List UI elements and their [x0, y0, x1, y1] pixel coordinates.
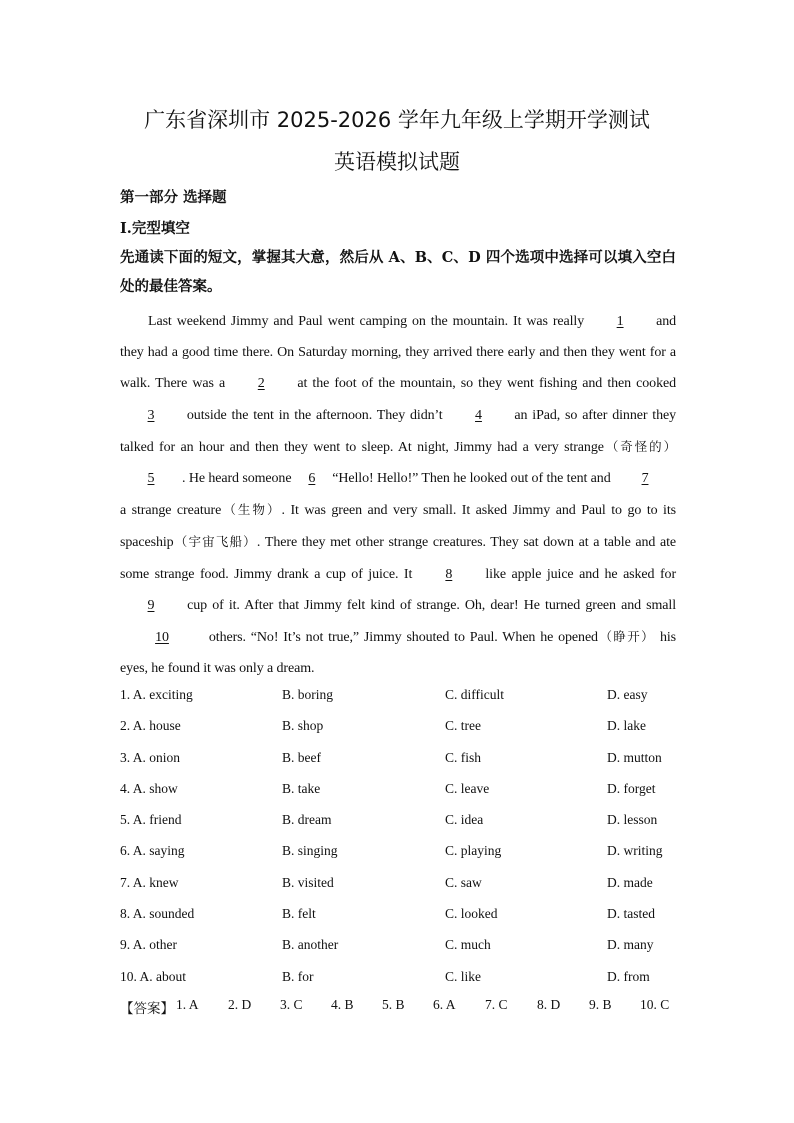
option-choice: 10. A. about: [120, 968, 186, 984]
passage-text: outside the tent in the afternoon. They didn’t: [182, 407, 448, 423]
answer-item: 7. C: [485, 997, 508, 1012]
option-choice: D. forget: [607, 780, 656, 796]
answer-item: 9. B: [589, 997, 612, 1012]
section-heading: I.完型填空: [120, 220, 190, 237]
option-choice: C. much: [445, 937, 491, 953]
passage-text: at the foot of the mountain, so they went fishing and then cooked: [292, 376, 676, 392]
option-choice: C. leave: [445, 780, 490, 796]
option-choice: 8. A. sounded: [120, 906, 195, 922]
option-choice: C. like: [445, 968, 481, 984]
answer-item: 2. D: [228, 997, 252, 1012]
option-row: [120, 712, 680, 743]
blank-1: 1: [616, 314, 624, 329]
option-row: [120, 806, 680, 837]
answer-key-label: 【答案】: [120, 1001, 174, 1016]
passage-text: like apple juice and he asked for: [479, 566, 677, 582]
option-choice: D. writing: [607, 843, 663, 859]
option-choice: B. take: [282, 780, 321, 796]
option-row: [120, 931, 680, 962]
option-choice: D. lake: [607, 718, 646, 734]
option-choice: D. many: [607, 937, 654, 953]
passage-text: and they had a good time there. On Saturday morning, they arrived there early and then they went for a walk. There was a: [120, 314, 676, 392]
option-choice: 9. A. other: [120, 937, 177, 953]
gloss-strange: （奇怪的）: [603, 438, 676, 454]
option-choice: D. mutton: [607, 749, 662, 765]
blank-2: 2: [257, 376, 265, 392]
instruction-text: 先通读下面的短文，掌握其大意，然后从 A、B、C、D 四个选项中选择可以填入空白处的最佳答案。: [120, 249, 676, 295]
answer-item: 3. C: [280, 997, 303, 1012]
part-heading: 第一部分 选择题: [120, 189, 227, 206]
passage-text: a strange creature: [120, 503, 222, 519]
gloss-open: （睁开）: [597, 629, 656, 645]
option-choice: 3. A. onion: [120, 749, 181, 765]
option-choice: C. fish: [445, 749, 482, 765]
answer-item: 1. A: [176, 997, 199, 1012]
page-title: 广东省深圳市 2025-2026 学年九年级上学期开学测试: [144, 108, 650, 132]
option-choice: B. another: [282, 937, 339, 953]
option-row: [120, 963, 680, 994]
option-choice: B. singing: [282, 843, 338, 859]
option-row: [120, 681, 680, 712]
option-choice: 1. A. exciting: [120, 687, 193, 702]
option-choice: D. tasted: [607, 906, 655, 922]
blank-10: 10: [155, 630, 169, 646]
passage-text: . There they met other strange creatures. They sat down at a table and ate some strange food. Jimmy drank a cup of juice. It: [120, 535, 676, 582]
answer-item: 6. A: [433, 997, 456, 1012]
answer-item: 4. B: [331, 997, 354, 1012]
answer-item: 5. B: [382, 997, 405, 1012]
passage-text: Last weekend Jimmy and Paul went camping on the mountain. It was really: [148, 314, 590, 329]
passage-text: his eyes, he found it was only a dream.: [120, 630, 676, 677]
blank-7: 7: [641, 471, 649, 487]
passage-text: “Hello! Hello!” Then he looked out of the tent and: [328, 471, 615, 487]
option-choice: C. idea: [445, 812, 484, 828]
option-choice: 4. A. show: [120, 780, 178, 796]
passage-text: cup of it. After that Jimmy felt kind of strange. Oh, dear! He turned green and small: [182, 597, 676, 613]
passage-text: . He heard someone: [182, 471, 295, 487]
option-choice: D. easy: [607, 687, 648, 702]
option-choice: C. saw: [445, 874, 482, 890]
option-row: [120, 775, 680, 806]
passage-text: an iPad, so after dinner they talked for an hour and then they went to sleep. At night, Jimmy had a very strange: [120, 407, 676, 455]
answer-item: 8. D: [537, 997, 561, 1012]
passage-text: . It was green and very small. It asked Jimmy and Paul to go to its spaceship: [120, 503, 676, 551]
reading-passage: [120, 306, 676, 684]
option-choice: B. shop: [282, 718, 324, 734]
blank-5: 5: [147, 471, 155, 487]
option-choice: B. boring: [282, 687, 334, 702]
option-choice: B. dream: [282, 812, 332, 828]
option-row: [120, 837, 680, 868]
page-subtitle: 英语模拟试题: [334, 150, 460, 174]
option-choice: C. playing: [445, 843, 502, 859]
option-choice: B. beef: [282, 749, 321, 765]
blank-3: 3: [147, 407, 155, 423]
option-choice: 7. A. knew: [120, 874, 179, 890]
option-choice: C. tree: [445, 718, 481, 734]
option-choice: 2. A. house: [120, 718, 181, 734]
answer-item: 10. C: [640, 997, 670, 1012]
blank-4: 4: [475, 407, 482, 423]
answer-options: [120, 681, 680, 994]
gloss-spaceship: （宇宙飞船）: [173, 534, 257, 550]
option-row: [120, 744, 680, 775]
option-choice: D. from: [607, 968, 650, 984]
option-choice: B. visited: [282, 874, 334, 890]
option-row: [120, 900, 680, 931]
option-choice: C. difficult: [445, 687, 504, 702]
passage-text: others. “No! It’s not true,” Jimmy shouted to Paul. When he opened: [204, 630, 598, 646]
option-choice: C. looked: [445, 906, 498, 922]
option-choice: D. lesson: [607, 812, 658, 828]
blank-6: 6: [308, 471, 316, 487]
option-choice: B. for: [282, 968, 314, 984]
gloss-creature: （生物）: [221, 502, 282, 518]
blank-9: 9: [147, 597, 155, 613]
option-choice: 5. A. friend: [120, 812, 182, 828]
option-choice: D. made: [607, 874, 653, 890]
blank-8: 8: [445, 566, 453, 582]
option-choice: 6. A. saying: [120, 843, 185, 859]
option-choice: B. felt: [282, 906, 316, 922]
option-row: [120, 869, 680, 900]
